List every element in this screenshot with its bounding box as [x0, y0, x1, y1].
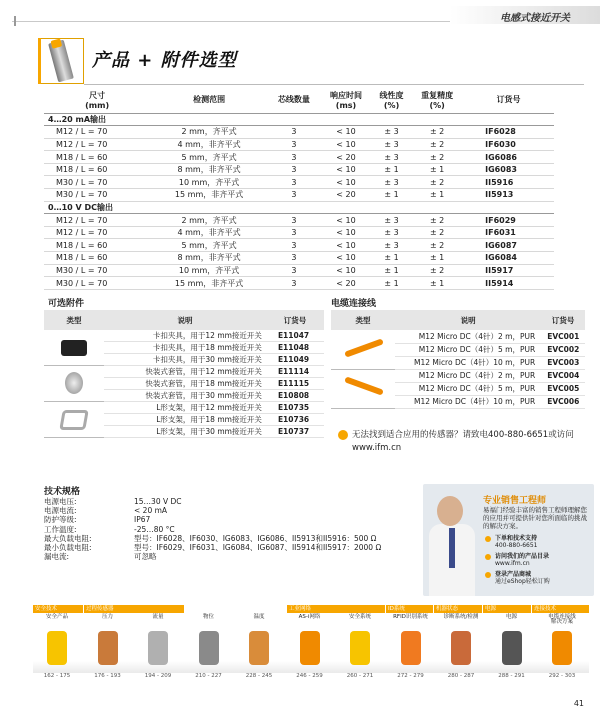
table-cell: 3 — [268, 126, 320, 139]
product-table — [44, 87, 554, 290]
order-number: E10735 — [266, 402, 324, 414]
order-number: E11115 — [266, 378, 324, 390]
table-cell: 3 — [268, 264, 320, 277]
table-cell: 4 mm，非齐平式 — [150, 138, 268, 151]
table-cell: < 10 — [320, 163, 372, 176]
description: M12 Micro DC（4针）10 m，PUR — [395, 356, 541, 369]
category-pages: 194 - 209 — [144, 673, 172, 679]
clamp-image — [44, 330, 104, 366]
spec-row — [44, 515, 381, 524]
category-pages: 272 - 279 — [397, 673, 424, 679]
table-cell: ± 2 — [411, 226, 463, 239]
section-tab — [450, 6, 600, 24]
table-cell: 3 — [268, 163, 320, 176]
category-pages: 210 - 227 — [195, 673, 222, 679]
section-label: 4…20 mA输出 — [44, 113, 554, 126]
category-name: 流量 — [152, 614, 164, 620]
page-title: 产品 + 附件选型 — [92, 50, 237, 71]
category-image — [488, 625, 536, 670]
table-cell: ± 1 — [372, 163, 411, 176]
order-number: E11049 — [266, 354, 324, 366]
table-cell: < 10 — [320, 138, 372, 151]
table-cell: M18 / L = 60 — [44, 151, 150, 164]
category-name: 诊断系统/检测 — [443, 614, 479, 620]
table-cell: ± 2 — [411, 264, 463, 277]
category-image — [336, 625, 384, 670]
category-name: AS-i网络 — [298, 614, 321, 620]
angled-cable-image — [331, 369, 395, 408]
table-cell: ± 2 — [411, 151, 463, 164]
phone-icon — [485, 536, 491, 542]
order-number: IG6083 — [463, 163, 554, 176]
table-cell: < 20 — [320, 277, 372, 290]
category-item[interactable] — [387, 615, 435, 679]
category-name: 电缆连接线 解决方案 — [548, 614, 576, 625]
category-image — [84, 625, 132, 670]
table-cell: ± 3 — [372, 138, 411, 151]
table-row — [44, 402, 324, 414]
spec-key: 电源电压: — [44, 497, 77, 506]
order-number: E10808 — [266, 390, 324, 402]
description: L形支架，用于30 mm接近开关 — [104, 426, 266, 438]
category-item[interactable] — [488, 615, 536, 679]
table-row — [44, 252, 554, 265]
category-header[interactable]: 安全技术 — [33, 605, 83, 613]
description: M12 Micro DC（4针）2 m，PUR — [395, 330, 541, 343]
spec-value: 型号：IF6028、IF6030、IG6083、IG6086、II5913和II5916：500 Ω — [134, 533, 377, 543]
table-row — [44, 151, 554, 164]
cart-icon — [485, 572, 491, 578]
column-header: 重复精度 (%) — [411, 87, 463, 113]
category-image — [286, 625, 334, 670]
spec-value: 可忽略 — [134, 552, 157, 562]
description: M12 Micro DC（4针）5 m，PUR — [395, 382, 541, 395]
table-cell: < 10 — [320, 226, 372, 239]
order-number: IF6029 — [463, 214, 554, 227]
order-number: IF6030 — [463, 138, 554, 151]
spec-row — [44, 534, 381, 543]
web-icon — [485, 554, 491, 560]
cables-title: 电缆连接线 — [331, 299, 377, 309]
category-pages: 246 - 259 — [296, 673, 323, 679]
section-row — [44, 201, 554, 214]
spec-row — [44, 552, 381, 561]
table-row — [44, 264, 554, 277]
spec-value: -25…80 °C — [134, 524, 175, 534]
sales-engineer-panel — [423, 484, 594, 596]
table-row — [44, 366, 324, 378]
notice-text[interactable]: 无法找到适合应用的传感器？请致电400-880-6651或访问www.ifm.cn — [352, 430, 574, 453]
sales-text: 易福门经验丰富的销售工程师理解您的应用并可提供针对您所面临的挑战的解决方案。 — [483, 506, 587, 531]
table-cell: M30 / L = 70 — [44, 277, 150, 290]
order-number: E11048 — [266, 342, 324, 354]
description: 快装式套管，用于18 mm接近开关 — [104, 378, 266, 390]
table-cell: 4 mm，非齐平式 — [150, 226, 268, 239]
category-item[interactable] — [134, 615, 182, 679]
category-image — [33, 625, 81, 670]
cables-table — [331, 310, 585, 409]
order-number: II5913 — [463, 189, 554, 202]
category-item[interactable] — [84, 615, 132, 679]
table-row — [44, 214, 554, 227]
category-name: 温度 — [253, 614, 265, 620]
spec-value: IP67 — [134, 515, 151, 525]
category-item[interactable] — [33, 615, 81, 679]
table-cell: 2 mm，齐平式 — [150, 126, 268, 139]
table-cell: M30 / L = 70 — [44, 264, 150, 277]
engineer-photo — [423, 484, 483, 596]
accent-bar — [38, 38, 41, 84]
description: 快装式套管，用于12 mm接近开关 — [104, 366, 266, 378]
order-number: EVC004 — [541, 369, 585, 382]
table-cell: ± 3 — [372, 239, 411, 252]
description: L形支架，用于18 mm接近开关 — [104, 414, 266, 426]
quick-mount-image — [44, 366, 104, 402]
table-cell: ± 2 — [411, 126, 463, 139]
spec-key: 最小负载电阻: — [44, 543, 92, 553]
table-cell: 10 mm，齐平式 — [150, 176, 268, 189]
straight-cable-image — [331, 330, 395, 369]
table-cell: 8 mm，非齐平式 — [150, 163, 268, 176]
column-header: 类型 — [331, 310, 395, 330]
column-header: 说明 — [395, 310, 541, 330]
table-cell: M12 / L = 70 — [44, 138, 150, 151]
table-cell: ± 3 — [372, 126, 411, 139]
order-number: II5914 — [463, 277, 554, 290]
sales-heading: 专业销售工程师 — [483, 496, 547, 506]
table-cell: < 10 — [320, 214, 372, 227]
category-strip — [33, 605, 589, 693]
bracket-image — [44, 402, 104, 438]
table-cell: ± 1 — [411, 189, 463, 202]
table-row — [44, 138, 554, 151]
spec-row — [44, 506, 381, 515]
page-number: 41 — [573, 699, 584, 708]
category-header[interactable]: 电源 — [483, 605, 531, 613]
spec-key: 工作温度: — [44, 524, 77, 534]
support-link[interactable]: 下单和技术支持 400-880-6651 — [485, 535, 538, 549]
arrow-icon — [338, 430, 348, 440]
table-row — [44, 330, 324, 342]
section-row — [44, 113, 554, 126]
category-header[interactable]: 过程传感器 — [84, 605, 184, 613]
table-cell: ± 3 — [372, 151, 411, 164]
category-item[interactable] — [286, 615, 334, 679]
table-cell: 10 mm，齐平式 — [150, 264, 268, 277]
table-cell: M30 / L = 70 — [44, 189, 150, 202]
order-number: IG6084 — [463, 252, 554, 265]
table-cell: 3 — [268, 252, 320, 265]
table-cell: 3 — [268, 214, 320, 227]
order-number: IG6086 — [463, 151, 554, 164]
table-cell: < 10 — [320, 264, 372, 277]
spec-key: 最大负载电阻: — [44, 533, 92, 543]
header-bar — [0, 0, 600, 30]
table-cell: ± 1 — [411, 252, 463, 265]
table-cell: ± 1 — [372, 277, 411, 290]
spec-key: 防护等级: — [44, 515, 77, 525]
table-cell: 3 — [268, 277, 320, 290]
category-pages: 260 - 271 — [346, 673, 374, 679]
table-row — [44, 226, 554, 239]
category-image — [235, 625, 283, 670]
sensor-product-image — [38, 38, 84, 84]
column-header: 订货号 — [266, 310, 324, 330]
table-cell: M12 / L = 70 — [44, 226, 150, 239]
column-header: 订货号 — [463, 87, 554, 113]
table-row — [44, 163, 554, 176]
category-name: 安全系统 — [348, 614, 371, 620]
table-cell: M18 / L = 60 — [44, 239, 150, 252]
table-cell: ± 2 — [411, 176, 463, 189]
category-item[interactable] — [185, 615, 233, 679]
order-number: EVC003 — [541, 356, 585, 369]
spec-row — [44, 525, 381, 534]
table-cell: < 20 — [320, 151, 372, 164]
category-pages: 280 - 287 — [447, 673, 475, 679]
table-cell: < 10 — [320, 176, 372, 189]
section-label: 电感式接近开关 — [500, 13, 570, 24]
category-image — [185, 625, 233, 670]
table-cell: 15 mm，非齐平式 — [150, 189, 268, 202]
category-pages: 162 - 175 — [43, 673, 71, 679]
order-number: IF6031 — [463, 226, 554, 239]
eshop-link[interactable]: 登录产品商城 通过eShop轻松订购 — [485, 571, 550, 585]
category-name: RFID识别系统 — [393, 614, 428, 620]
column-header: 检测范围 — [150, 87, 268, 113]
order-number: II5917 — [463, 264, 554, 277]
order-number: IF6028 — [463, 126, 554, 139]
category-name: 安全产品 — [45, 614, 68, 620]
column-header: 线性度 (%) — [372, 87, 411, 113]
column-header: 尺寸 (mm) — [44, 87, 150, 113]
column-header: 订货号 — [541, 310, 585, 330]
category-image — [387, 625, 435, 670]
order-number: E10737 — [266, 426, 324, 438]
table-cell: 3 — [268, 189, 320, 202]
table-row — [44, 277, 554, 290]
table-row — [44, 189, 554, 202]
table-row — [44, 239, 554, 252]
table-cell: ± 1 — [372, 264, 411, 277]
category-item[interactable] — [437, 615, 485, 679]
order-number: EVC006 — [541, 395, 585, 408]
order-number: E10736 — [266, 414, 324, 426]
table-cell: ± 2 — [411, 214, 463, 227]
category-header[interactable]: 机器状态 — [434, 605, 482, 613]
table-cell: ± 1 — [372, 189, 411, 202]
catalog-link[interactable]: 访问我们的产品目录 www.ifm.cn — [485, 553, 549, 567]
table-cell: ± 3 — [372, 214, 411, 227]
order-number: II5916 — [463, 176, 554, 189]
table-cell: 5 mm，齐平式 — [150, 151, 268, 164]
specs-list — [44, 497, 381, 561]
table-cell: M18 / L = 60 — [44, 252, 150, 265]
table-cell: < 10 — [320, 239, 372, 252]
order-number: E11114 — [266, 366, 324, 378]
spec-value: 15…30 V DC — [134, 497, 182, 506]
table-cell: 3 — [268, 226, 320, 239]
section-label: 0…10 V DC输出 — [44, 201, 554, 214]
description: 卡扣夹具，用于30 mm接近开关 — [104, 354, 266, 366]
description: M12 Micro DC（4针）5 m，PUR — [395, 343, 541, 356]
table-cell: 3 — [268, 239, 320, 252]
table-cell: M12 / L = 70 — [44, 214, 150, 227]
category-pages: 288 - 291 — [498, 673, 525, 679]
accessories-title: 可选附件 — [48, 299, 85, 309]
category-header[interactable]: ID系统 — [386, 605, 433, 613]
category-image — [538, 625, 586, 670]
spec-row — [44, 543, 381, 552]
table-cell: 2 mm，齐平式 — [150, 214, 268, 227]
table-cell: ± 1 — [411, 163, 463, 176]
description: 卡扣夹具，用于18 mm接近开关 — [104, 342, 266, 354]
table-cell: < 20 — [320, 189, 372, 202]
column-header: 响应时间 (ms) — [320, 87, 372, 113]
spec-value: < 20 mA — [134, 506, 168, 516]
order-number: IG6087 — [463, 239, 554, 252]
contact-notice — [338, 429, 588, 455]
order-number: EVC002 — [541, 343, 585, 356]
column-header: 芯线数量 — [268, 87, 320, 113]
table-cell: ± 1 — [411, 277, 463, 290]
description: M12 Micro DC（4针）10 m，PUR — [395, 395, 541, 408]
table-cell: ± 3 — [372, 226, 411, 239]
table-row — [331, 330, 585, 343]
accessories-table — [44, 310, 324, 438]
category-pages: 228 - 245 — [245, 673, 273, 679]
spec-row — [44, 497, 381, 506]
description: L形支架，用于12 mm接近开关 — [104, 402, 266, 414]
category-header[interactable]: 连接技术 — [532, 605, 589, 613]
table-cell: 5 mm，齐平式 — [150, 239, 268, 252]
category-name: 压力 — [101, 614, 113, 620]
category-image — [134, 625, 182, 670]
table-row — [44, 176, 554, 189]
table-cell: ± 2 — [411, 239, 463, 252]
corner-mark — [14, 16, 16, 26]
table-cell: 3 — [268, 176, 320, 189]
column-header: 类型 — [44, 310, 104, 330]
table-cell: M18 / L = 60 — [44, 163, 150, 176]
table-cell: ± 3 — [372, 176, 411, 189]
table-cell: ± 2 — [411, 138, 463, 151]
table-row — [331, 369, 585, 382]
category-item[interactable] — [538, 615, 586, 679]
order-number: EVC001 — [541, 330, 585, 343]
category-name: 电源 — [505, 614, 517, 620]
category-image — [437, 625, 485, 670]
table-cell: < 10 — [320, 126, 372, 139]
category-header[interactable]: 工业网络 — [287, 605, 385, 613]
title-divider — [84, 84, 584, 85]
category-pages: 176 - 193 — [94, 673, 121, 679]
specs-title: 技术规格 — [44, 487, 81, 497]
table-cell: ± 1 — [372, 252, 411, 265]
description: M12 Micro DC（4针）2 m，PUR — [395, 369, 541, 382]
order-number: EVC005 — [541, 382, 585, 395]
table-row — [44, 126, 554, 139]
description: 快装式套管，用于30 mm接近开关 — [104, 390, 266, 402]
table-cell: 3 — [268, 151, 320, 164]
spec-key: 电源电流: — [44, 506, 77, 516]
table-cell: M30 / L = 70 — [44, 176, 150, 189]
category-item[interactable] — [235, 615, 283, 679]
category-item[interactable] — [336, 615, 384, 679]
category-name: 物位 — [202, 614, 214, 620]
category-pages: 292 - 303 — [548, 673, 576, 679]
table-cell: < 10 — [320, 252, 372, 265]
column-header: 说明 — [104, 310, 266, 330]
order-number: E11047 — [266, 330, 324, 342]
description: 卡扣夹具，用于12 mm接近开关 — [104, 330, 266, 342]
table-cell: 15 mm，非齐平式 — [150, 277, 268, 290]
table-cell: 3 — [268, 138, 320, 151]
table-cell: 8 mm，非齐平式 — [150, 252, 268, 265]
spec-value: 型号：IF6029、IF6031、IG6084、IG6087、II5914和II5917：2000 Ω — [134, 543, 382, 553]
spec-key: 漏电流: — [44, 552, 70, 562]
table-cell: M12 / L = 70 — [44, 126, 150, 139]
